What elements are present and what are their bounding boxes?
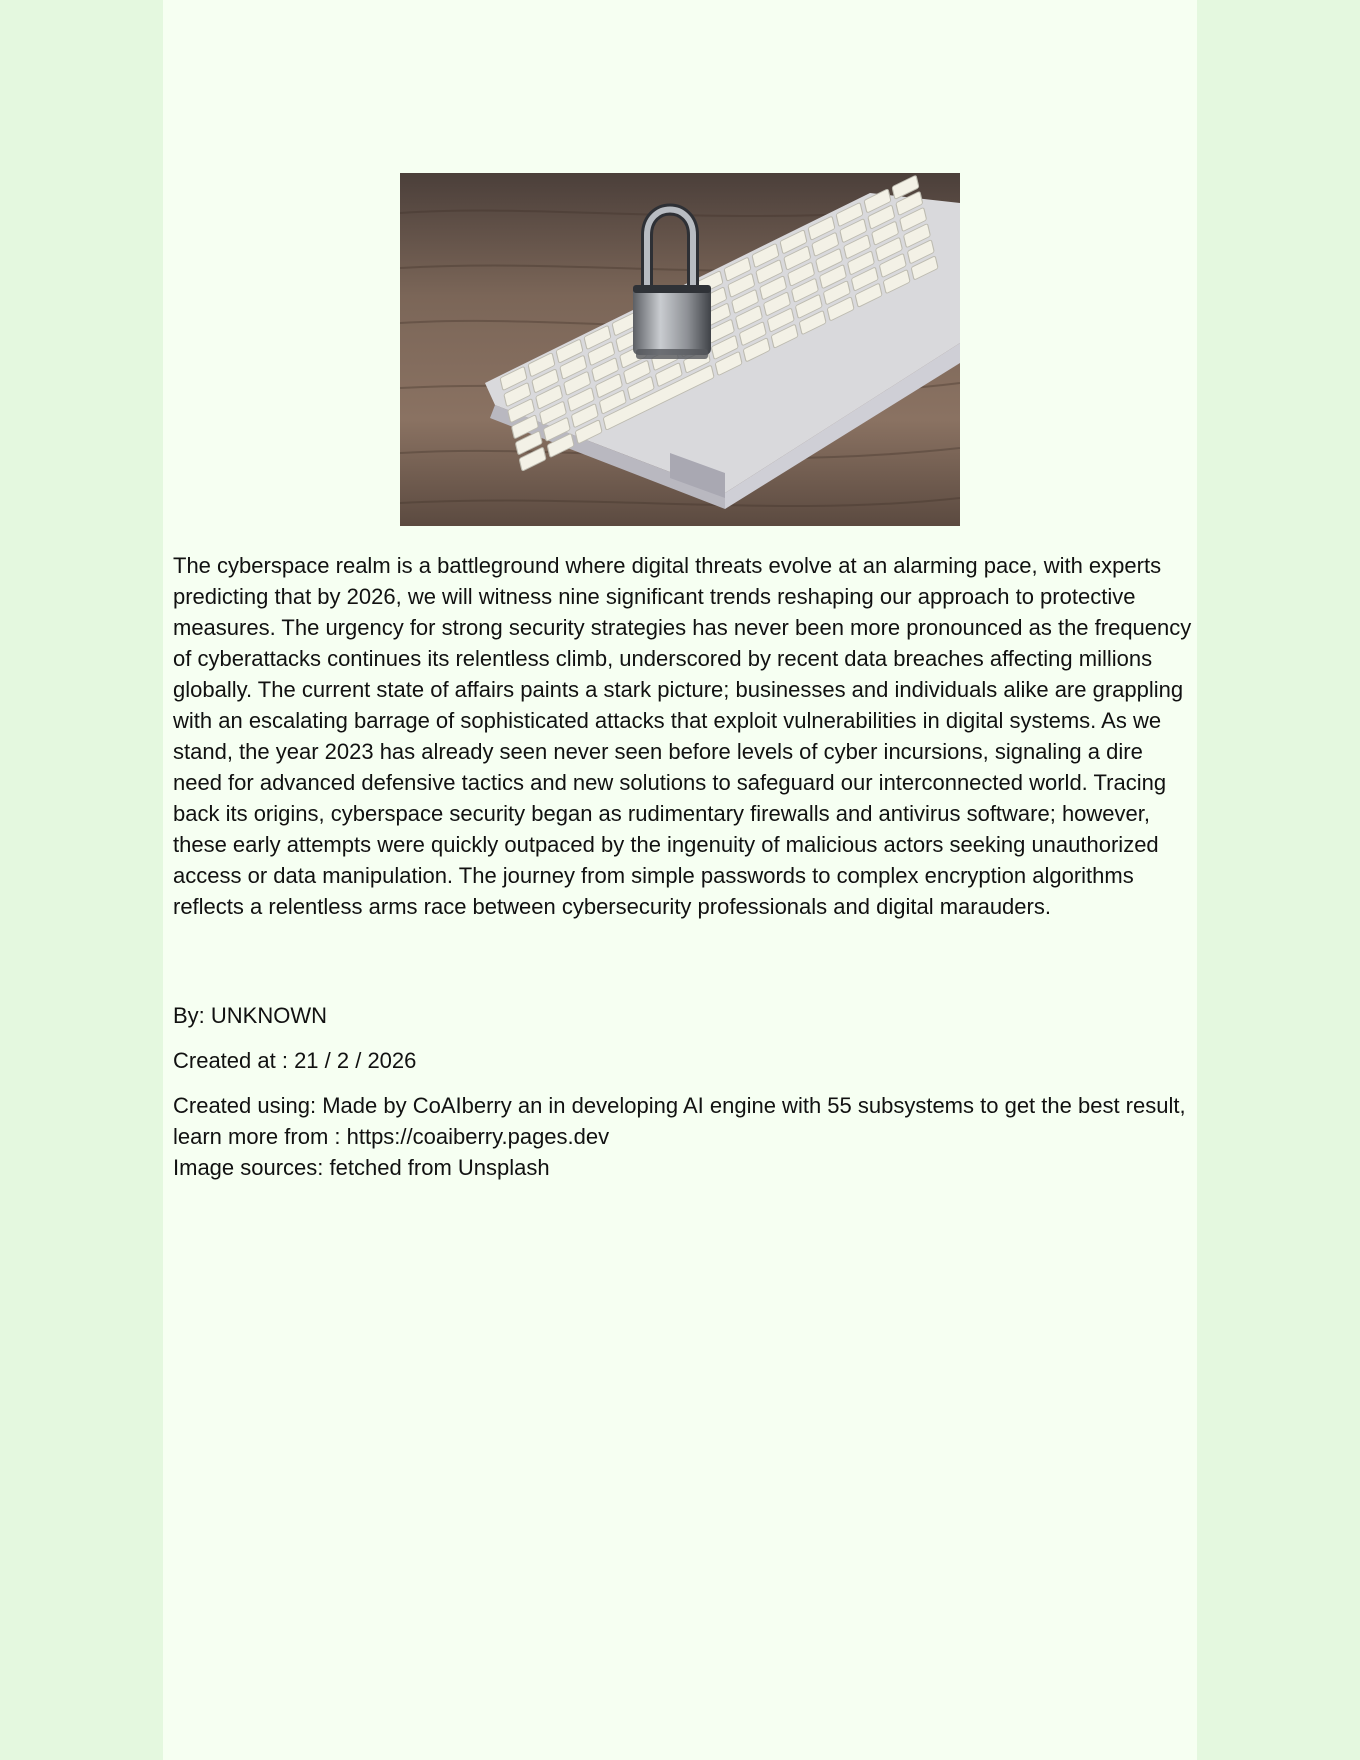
created-using-line: Created using: Made by CoAIberry an in developing AI engine with 55 subsystems to get the best result, learn more from : https://coaiberry.pages.dev bbox=[173, 1093, 1186, 1149]
image-sources-line: Image sources: fetched from Unsplash bbox=[173, 1155, 550, 1180]
article-body: The cyberspace realm is a battleground where digital threats evolve at an alarming pace, with experts predicting that by 2026, we will witness nine significant trends reshaping our approach to protective measures. The urgency for strong security strategies has never been more pronounced as the frequency of cyberattacks continues its relentless climb, underscored by recent data breaches affecting millions globally. The current state of affairs paints a stark picture; businesses and individuals alike are grappling with an escalating barrage of sophisticated attacks that exploit vulnerabilities in digital systems. As we stand, the year 2023 has already seen never seen before levels of cyber incursions, signaling a dire need for advanced defensive tactics and new solutions to safeguard our interconnected world. Tracing back its origins, cyberspace security began as rudimentary firewalls and antivirus software; however, these early attempts were quickly outpaced by the ingenuity of malicious actors seeking unauthorized access or data manipulation. The journey from simple passwords to complex encryption algorithms reflects a relentless arms race between cybersecurity professionals and digital marauders. bbox=[173, 553, 1192, 919]
hero-image bbox=[400, 173, 960, 526]
created-date: Created at : 21 / 2 / 2026 bbox=[173, 1048, 417, 1073]
author-line: By: UNKNOWN bbox=[173, 1003, 327, 1028]
credits bbox=[173, 1090, 1197, 1183]
article-page bbox=[163, 0, 1197, 1760]
